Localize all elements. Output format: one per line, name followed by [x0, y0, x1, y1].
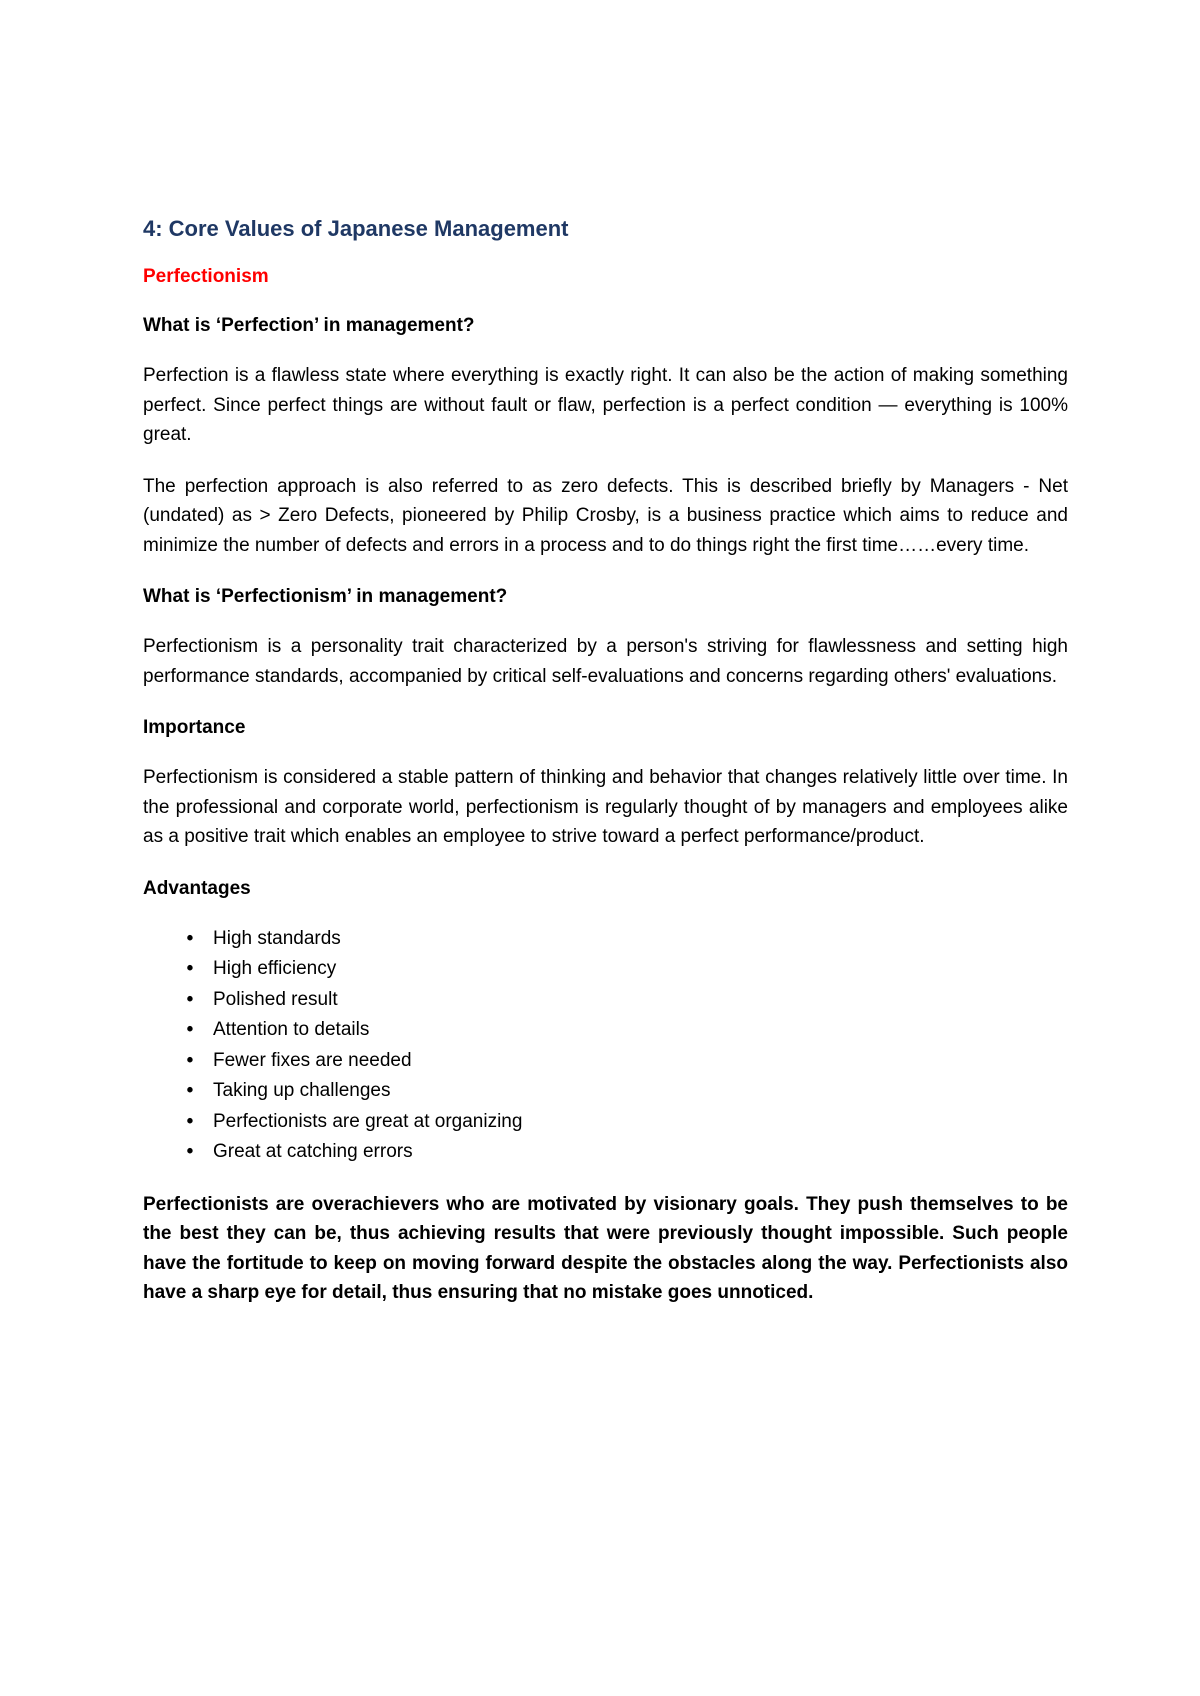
- advantage-text: Great at catching errors: [213, 1141, 413, 1162]
- document-title: 4: Core Values of Japanese Management: [143, 216, 569, 241]
- perfectionism-heading: What is ‘Perfectionism’ in management?: [143, 586, 508, 607]
- advantage-text: Perfectionists are great at organizing: [213, 1110, 523, 1132]
- list-item: [186, 1137, 1068, 1168]
- advantage-text: High efficiency: [213, 958, 337, 979]
- bullet-icon: •: [186, 958, 194, 979]
- list-item: [186, 1046, 1068, 1077]
- closing-paragraph: Perfectionists are overachievers who are motivated by visionary goals. They push themselves to be the best they can be, thus achieving results that were previously thought impossible. Such people have the fortitude to keep on moving forward despite the obstacles along the way. Perfectionists also have a sharp eye for detail, thus ensuring that no mistake goes unnoticed.: [143, 1193, 1068, 1303]
- bullet-icon: •: [186, 927, 194, 949]
- perfection-paragraph-1: Perfection is a flawless state where everything is exactly right. It can also be the action of making something perfect. Since perfect things are without fault or flaw, perfection is a perfect condition — everything is 100% great.: [143, 365, 1068, 445]
- bullet-icon: •: [186, 1141, 194, 1162]
- advantages-heading: Advantages: [143, 877, 251, 899]
- document-page: [143, 214, 1068, 1330]
- importance-heading: Importance: [143, 717, 246, 738]
- importance-paragraph: Perfectionism is considered a stable pattern of thinking and behavior that changes relatively little over time. In the professional and corporate world, perfectionism is regularly thought of by managers and employees alike as a positive trait which enables an employee to strive toward a perfect performance/product.: [143, 767, 1068, 847]
- bullet-icon: •: [186, 1110, 194, 1132]
- bullet-icon: •: [186, 988, 194, 1010]
- advantage-text: Attention to details: [213, 1019, 370, 1040]
- list-item: [186, 924, 1068, 955]
- list-item: [186, 1107, 1068, 1138]
- perfection-paragraph-2: The perfection approach is also referred to as zero defects. This is described briefly by Managers - Net (undated) as > Zero Defects, pioneered by Philip Crosby, is a business practice which aims to reduce and minimize the number of defects and errors in a process and to do things right the first time……every time.: [143, 475, 1068, 556]
- advantage-text: High standards: [213, 927, 341, 949]
- advantage-text: Polished result: [213, 988, 338, 1010]
- section-heading-perfectionism: Perfectionism: [143, 266, 269, 287]
- perfection-heading: What is ‘Perfection’ in management?: [143, 315, 475, 336]
- bullet-icon: •: [186, 1080, 194, 1101]
- advantages-list: [143, 924, 1068, 1168]
- advantage-text: Fewer fixes are needed: [213, 1049, 412, 1071]
- bullet-icon: •: [186, 1019, 194, 1040]
- list-item: [186, 985, 1068, 1016]
- perfectionism-paragraph: Perfectionism is a personality trait characterized by a person's striving for flawlessness and setting high performance standards, accompanied by critical self-evaluations and concerns regarding others' evaluations.: [143, 636, 1068, 687]
- bullet-icon: •: [186, 1049, 194, 1071]
- list-item: [186, 1015, 1068, 1046]
- list-item: [186, 1076, 1068, 1107]
- list-item: [186, 954, 1068, 985]
- advantage-text: Taking up challenges: [213, 1080, 391, 1101]
